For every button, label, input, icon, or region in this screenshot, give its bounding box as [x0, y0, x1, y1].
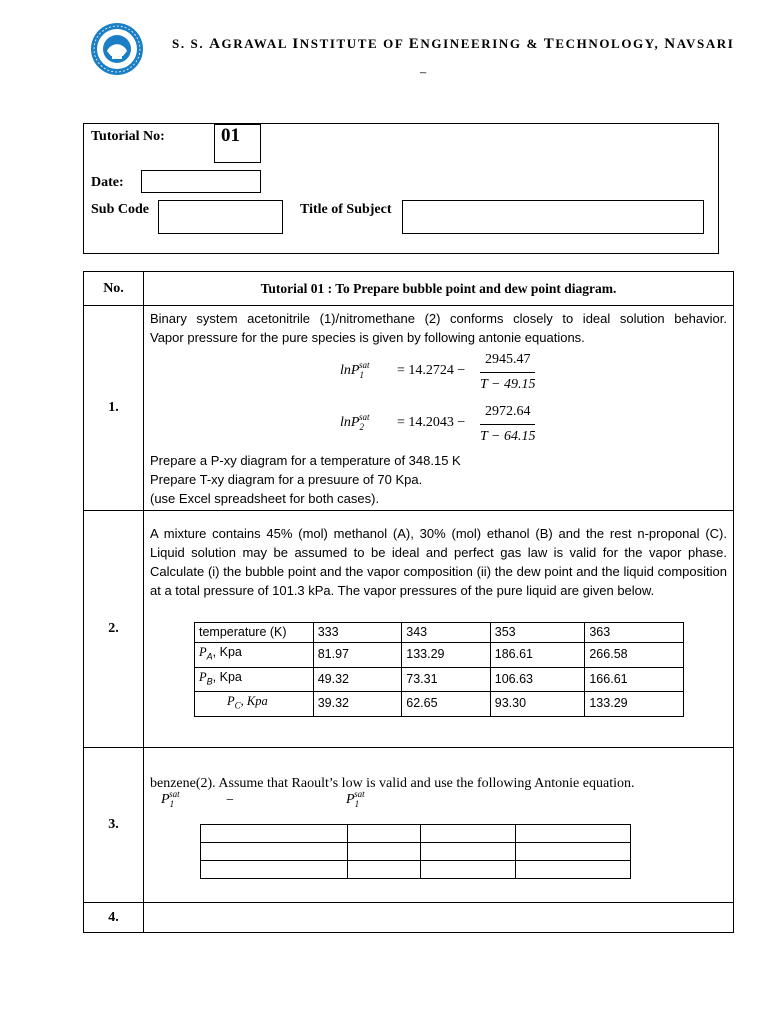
table-row: [195, 643, 684, 668]
eq2-constant: = 14.2043 −: [397, 415, 466, 430]
tutorial-heading: Tutorial 01 : To Prepare bubble point and dew point diagram.: [144, 272, 734, 306]
eq2-lhs: lnP$_2^{sat}$: [340, 412, 370, 432]
q3-empty-table: [200, 824, 631, 879]
table-cell: 62.65: [402, 692, 491, 717]
table-header-row: [84, 272, 734, 306]
table-cell: 133.29: [585, 692, 684, 717]
table-row: [201, 825, 631, 843]
q3-symbol-right: $P_1^{sat}$: [346, 789, 365, 809]
table-row: [195, 623, 684, 643]
table-row: [201, 861, 631, 879]
table-cell: 106.63: [490, 667, 585, 692]
table-cell: 266.58: [585, 643, 684, 668]
table-cell: 39.32: [313, 692, 402, 717]
institute-name-part: E: [408, 36, 421, 52]
antoine-equation-1: [150, 347, 727, 399]
q3-symbols: [144, 789, 733, 814]
q3-text: benzene(2). Assume that Raoult’s low is valid and use the following Antonie equation.: [150, 776, 635, 791]
table-header-cell: 353: [490, 623, 585, 643]
table-header-cell: 343: [402, 623, 491, 643]
question-row-3: [84, 748, 734, 903]
eq2-denominator: T − 64.15: [480, 429, 536, 444]
institute-name-part: NSTITUTE OF: [299, 36, 409, 51]
question-row-2: [84, 511, 734, 748]
sub-code-field[interactable]: [158, 200, 283, 234]
tutorial-no-field[interactable]: [214, 124, 261, 163]
table-cell: 93.30: [490, 692, 585, 717]
eq2-numerator: 2972.64: [480, 402, 535, 425]
table-row: [195, 692, 684, 717]
eq1-numerator: 2945.47: [480, 350, 535, 373]
tutorial-no-value: 01: [221, 125, 240, 146]
table-header-cell: 333: [313, 623, 402, 643]
vapor-pressure-table: [194, 622, 684, 717]
row-label: $P_C$, Kpa: [195, 692, 314, 717]
q1-task-2: Prepare T-xy diagram for a presuure of 70 Kpa.: [150, 472, 423, 487]
institute-name-part: NGINEERING &: [420, 36, 544, 51]
institute-name-part: I: [292, 36, 300, 52]
question-4-content: [144, 903, 734, 933]
title-of-subject-field[interactable]: [402, 200, 704, 234]
row-label: $P_B$, Kpa: [195, 667, 314, 692]
institute-name-part: T: [543, 36, 556, 52]
eq1-lhs: lnP$_1^{sat}$: [340, 360, 370, 380]
date-label: Date:: [91, 175, 124, 190]
tutorial-info-box: [83, 123, 719, 254]
institute-name-part: N: [664, 36, 677, 52]
table-cell: 166.61: [585, 667, 684, 692]
row-label: $P_A$, Kpa: [195, 643, 314, 668]
institute-name-part: AVSARI: [676, 36, 735, 51]
eq1-constant: = 14.2724 −: [397, 363, 466, 378]
question-number: 3.: [84, 748, 144, 903]
table-cell: 186.61: [490, 643, 585, 668]
eq1-fraction: [480, 350, 535, 394]
question-number: 4.: [84, 903, 144, 933]
q1-line-1: Binary system acetonitrile (1)/nitromethane (2) conforms closely to ideal solution behavior.: [150, 311, 727, 326]
q3-symbol-left: $P_1^{sat}$: [161, 789, 180, 809]
table-cell: 49.32: [313, 667, 402, 692]
table-cell: 81.97: [313, 643, 402, 668]
title-of-subject-label: Title of Subject: [300, 202, 392, 217]
institute-name-part: GRAWAL: [221, 36, 293, 51]
q3-dash: −: [226, 793, 234, 808]
institute-name-part: ECHNOLOGY,: [555, 36, 665, 51]
table-cell: 73.31: [402, 667, 491, 692]
eq2-fraction: [480, 402, 535, 446]
q2-paragraph: A mixture contains 45% (mol) methanol (A), 30% (mol) ethanol (B) and the rest n-proponal (C). Liquid solution may be assumed to be ideal and perfect gas law is valid for the vapor phase. Calculate (i) the bubble point and the vapor composition (ii) the dew point and the liquid composition at a total pressure of 101.3 kPa. The vapor pressures of the pure liquid are given below.: [150, 526, 727, 598]
table-row: [195, 667, 684, 692]
institute-name-part: S. S.: [172, 36, 210, 51]
table-row: [201, 843, 631, 861]
institute-name-part: A: [209, 36, 222, 52]
institute-logo: [90, 20, 144, 78]
table-header-cell: 363: [585, 623, 684, 643]
tutorial-no-label: Tutorial No:: [91, 129, 165, 144]
q1-task-1: Prepare a P-xy diagram for a temperature of 348.15 K: [150, 453, 461, 468]
sub-code-label: Sub Code: [91, 202, 149, 217]
institute-name: [172, 36, 735, 53]
header-no: No.: [84, 272, 144, 306]
table-cell: 133.29: [402, 643, 491, 668]
question-row-1: [84, 306, 734, 511]
question-row-4: [84, 903, 734, 933]
question-number: 1.: [84, 306, 144, 511]
eq1-denominator: T − 49.15: [480, 377, 536, 392]
q1-line-2: Vapor pressure for the pure species is given by following antonie equations.: [150, 330, 585, 345]
q1-task-3: (use Excel spreadsheet for both cases).: [150, 491, 380, 506]
tutorial-table: [83, 271, 733, 931]
header-dash: _: [420, 62, 427, 74]
date-field[interactable]: [141, 170, 261, 193]
table-header-cell: temperature (K): [195, 623, 314, 643]
question-number: 2.: [84, 511, 144, 748]
antoine-equation-2: [150, 399, 727, 451]
